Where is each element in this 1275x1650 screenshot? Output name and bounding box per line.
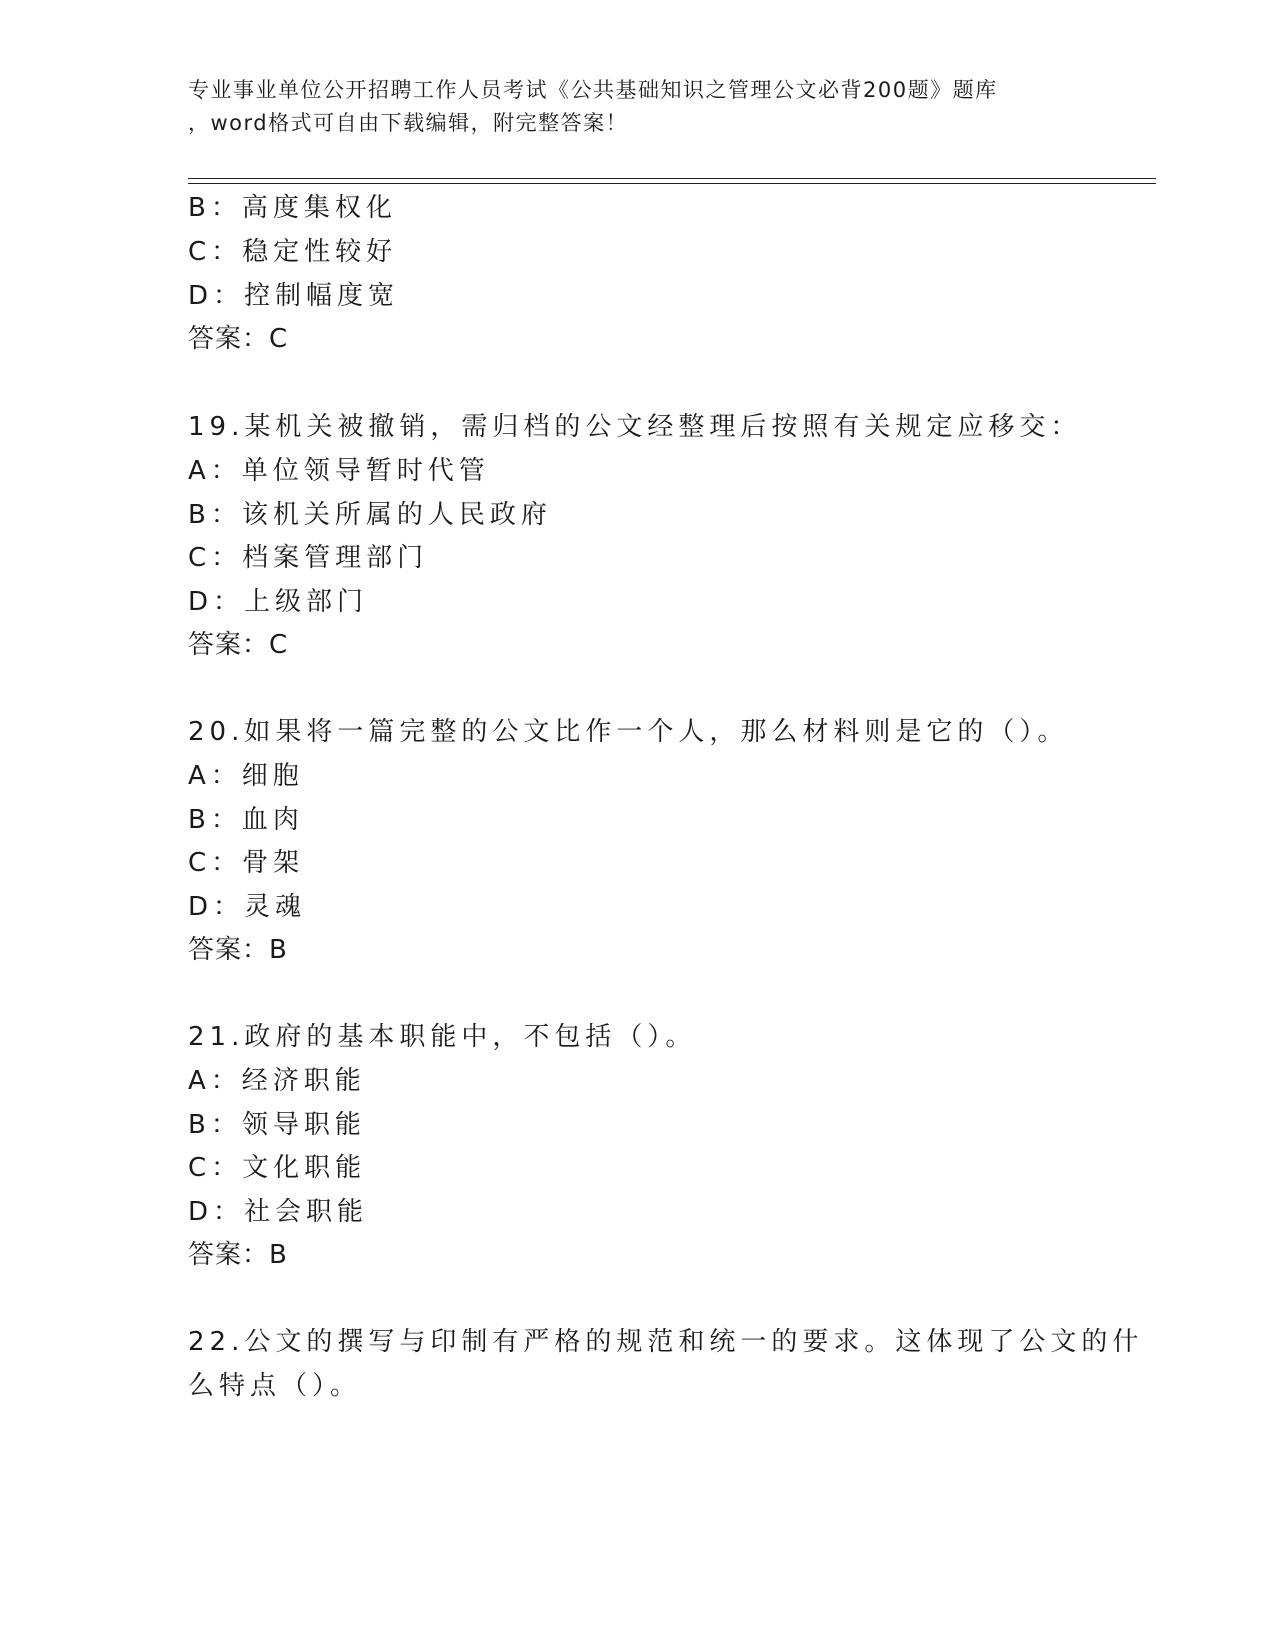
header-rule-bottom [188,183,1156,184]
q18-option-d: D：控制幅度宽 [188,281,400,311]
q21-option-a: A：经济职能 [188,1066,366,1096]
q18-answer: 答案：C [188,324,289,354]
q20-answer: 答案：B [188,935,288,965]
q19-option-c: C：档案管理部门 [188,543,429,573]
q19-option-a: A：单位领导暂时代管 [188,456,490,486]
q20-stem: 20.如果将一篇完整的公文比作一个人，那么材料则是它的（）。 [188,717,1069,747]
q19-option-b: B：该机关所属的人民政府 [188,500,552,530]
q19-option-d: D：上级部门 [188,587,369,617]
q22-stem-line-2: 么特点（）。 [188,1371,362,1401]
q21-answer: 答案：B [188,1240,288,1270]
q21-option-b: B：领导职能 [188,1110,366,1140]
q20-option-d: D：灵魂 [188,892,307,922]
q19-answer: 答案：C [188,630,289,660]
document-header [188,74,1088,140]
q18-option-c: C：稳定性较好 [188,237,398,267]
q19-stem: 19.某机关被撤销，需归档的公文经整理后按照有关规定应移交： [188,412,1082,442]
q21-option-d: D：社会职能 [188,1197,369,1227]
q21-stem: 21.政府的基本职能中，不包括（）。 [188,1022,697,1052]
header-line-1: 专业事业单位公开招聘工作人员考试《公共基础知识之管理公文必背200题》题库 [188,78,998,102]
q20-option-c: C：骨架 [188,848,305,878]
header-rule-top [188,178,1156,179]
q21-option-c: C：文化职能 [188,1153,367,1183]
header-line-2: ，word格式可自由下载编辑，附完整答案！ [188,111,629,135]
q20-option-b: B：血肉 [188,805,304,835]
q20-option-a: A：细胞 [188,761,304,791]
q18-option-b: B：高度集权化 [188,193,397,223]
q22-stem-line-1: 22.公文的撰写与印制有严格的规范和统一的要求。这体现了公文的什 [188,1327,1144,1357]
